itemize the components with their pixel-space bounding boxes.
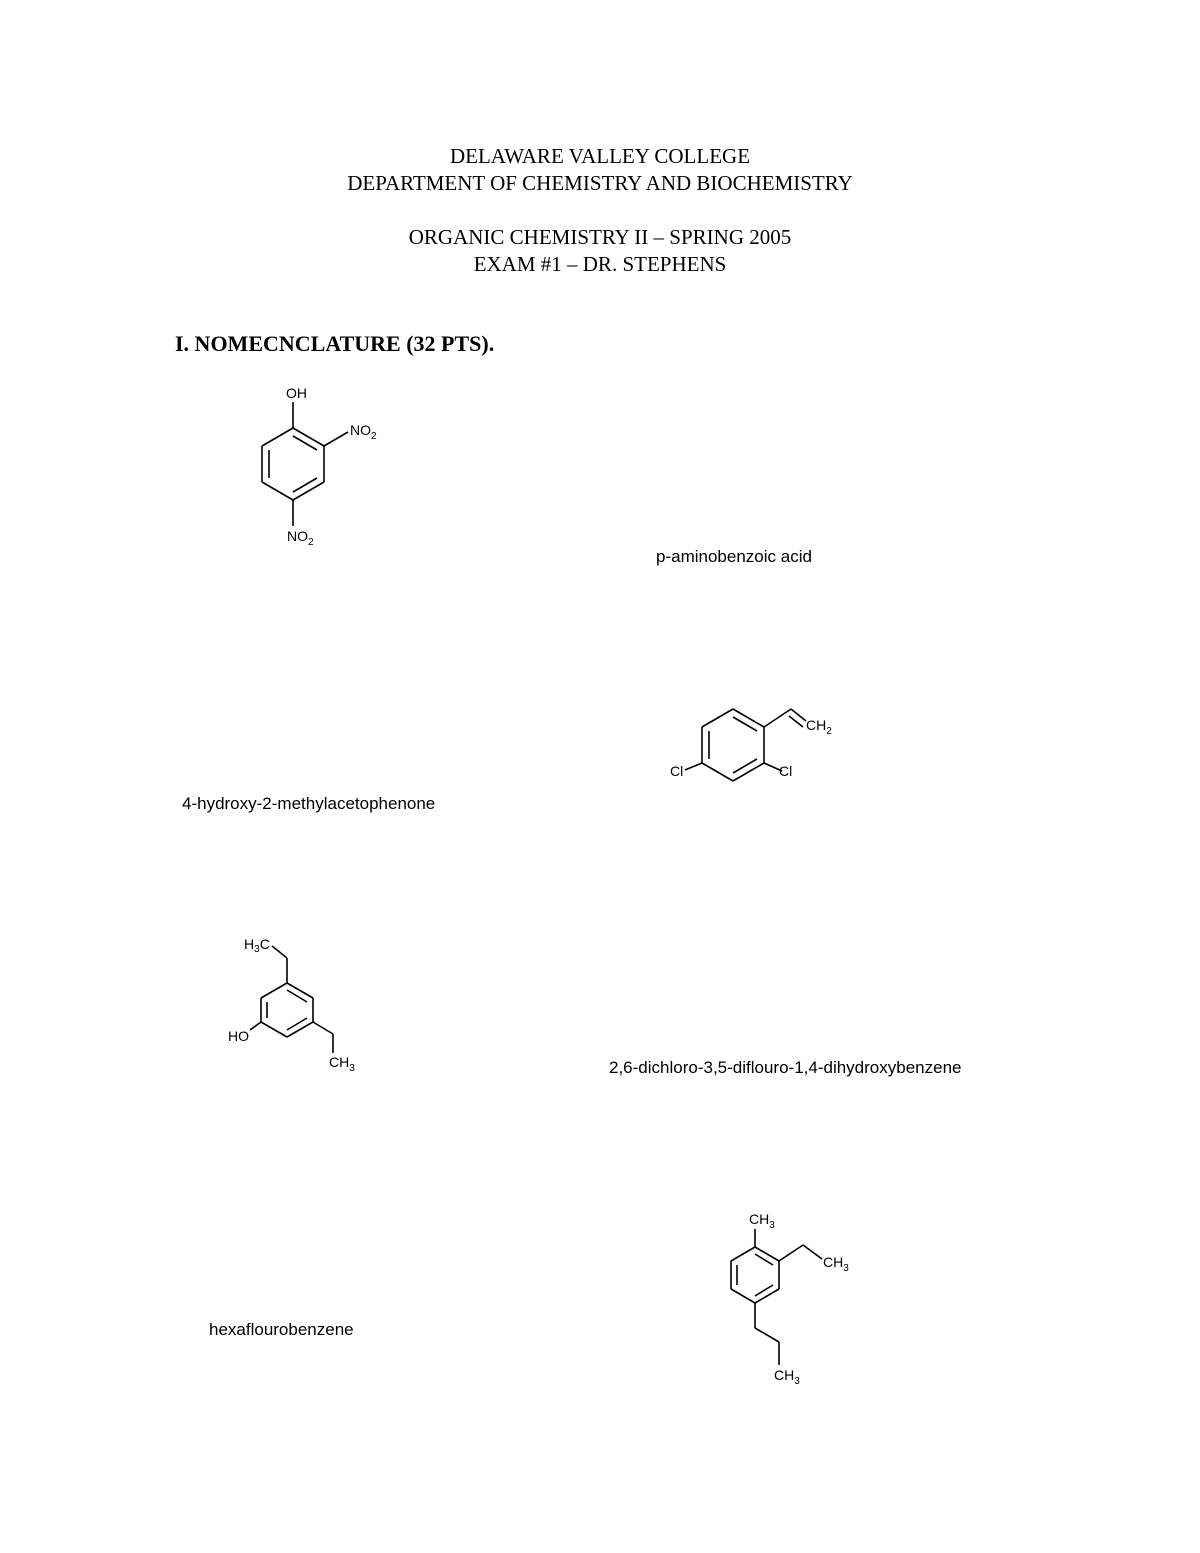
exam-title: EXAM #1 – DR. STEPHENS	[473, 252, 727, 276]
compound-name: 4-hydroxy-2-methylacetophenone	[182, 794, 436, 813]
h3c-label: $H_3C$	[244, 936, 270, 955]
department-name: DEPARTMENT OF CHEMISTRY AND BIOCHEMISTRY	[347, 171, 853, 195]
ho-label: HO	[228, 1028, 249, 1044]
ch3-label: $CH_3$	[823, 1254, 849, 1274]
section-heading: I. NOMECNCLATURE (32 PTS).	[175, 331, 495, 356]
no2-label: $NO_2$	[287, 528, 314, 548]
compound-name: p-aminobenzoic acid	[656, 547, 812, 566]
compound-name: hexaflourobenzene	[209, 1320, 354, 1339]
course-title: ORGANIC CHEMISTRY II – SPRING 2005	[408, 225, 792, 249]
ch3-label: $CH_3$	[749, 1211, 775, 1231]
college-name: DELAWARE VALLEY COLLEGE	[449, 144, 751, 168]
cl-label: Cl	[779, 763, 793, 779]
cl-label: Cl	[670, 763, 684, 779]
oh-label: OH	[286, 385, 307, 401]
ch2-label: $CH_2$	[806, 717, 832, 737]
compound-name: 2,6-dichloro-3,5-diflouro-1,4-dihydroxybenzene	[609, 1058, 962, 1077]
ch3-label: $CH_3$	[774, 1367, 800, 1387]
ch3-label: $CH_3$	[329, 1054, 355, 1074]
no2-label: $NO_2$	[350, 422, 377, 442]
benzene-ring	[731, 1247, 779, 1303]
